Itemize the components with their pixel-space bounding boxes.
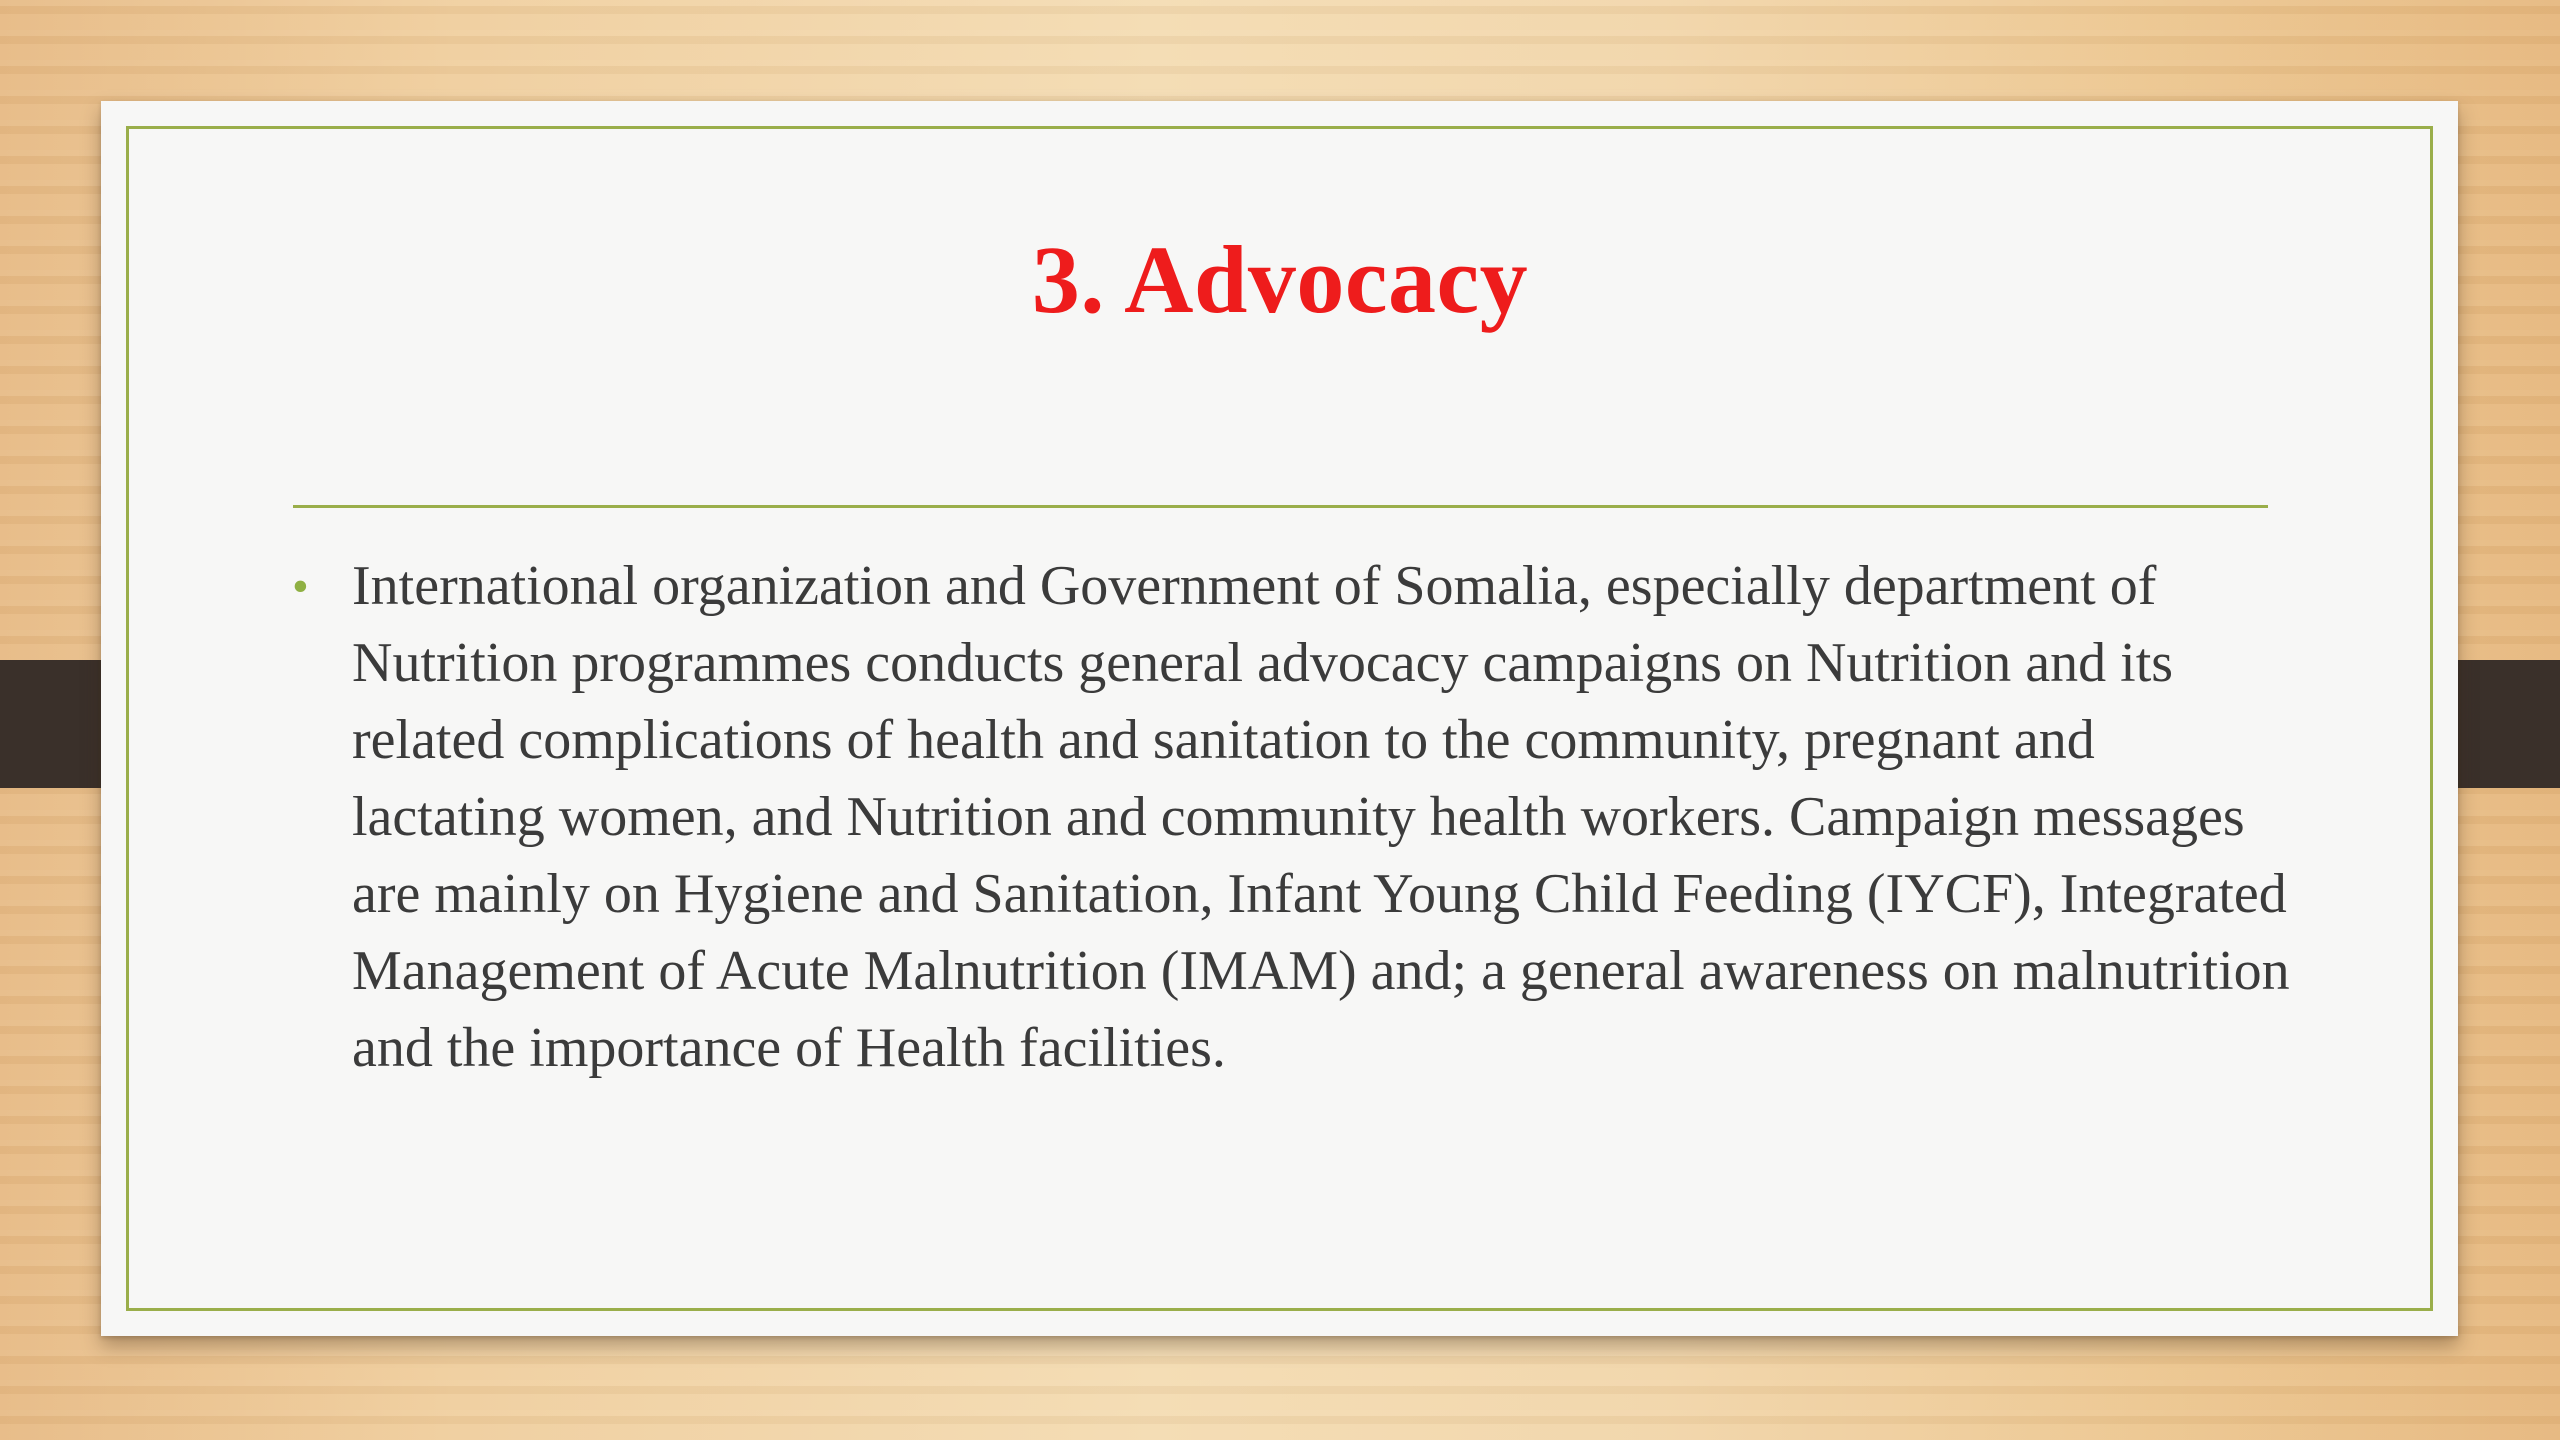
bullet-dot-icon: • [292,560,309,613]
title-divider [293,505,2268,508]
slide-body [290,548,2290,1087]
bullet-item [290,548,2290,1087]
bullet-text: International organization and Government of Somalia, especially department of Nutrition programmes conducts general advocacy campaigns on Nutrition and its related complications of health and sanitation to the community, pregnant and lactating women, and Nutrition and community health workers. Campaign messages are mainly on Hygiene and Sanitation, Infant Young Child Feeding (IYCF), Integrated Management of Acute Malnutrition (IMAM) and; a general awareness on malnutrition and the importance of Health facilities. [352,555,2290,1079]
slide-title: 3. Advocacy [1031,226,1529,333]
